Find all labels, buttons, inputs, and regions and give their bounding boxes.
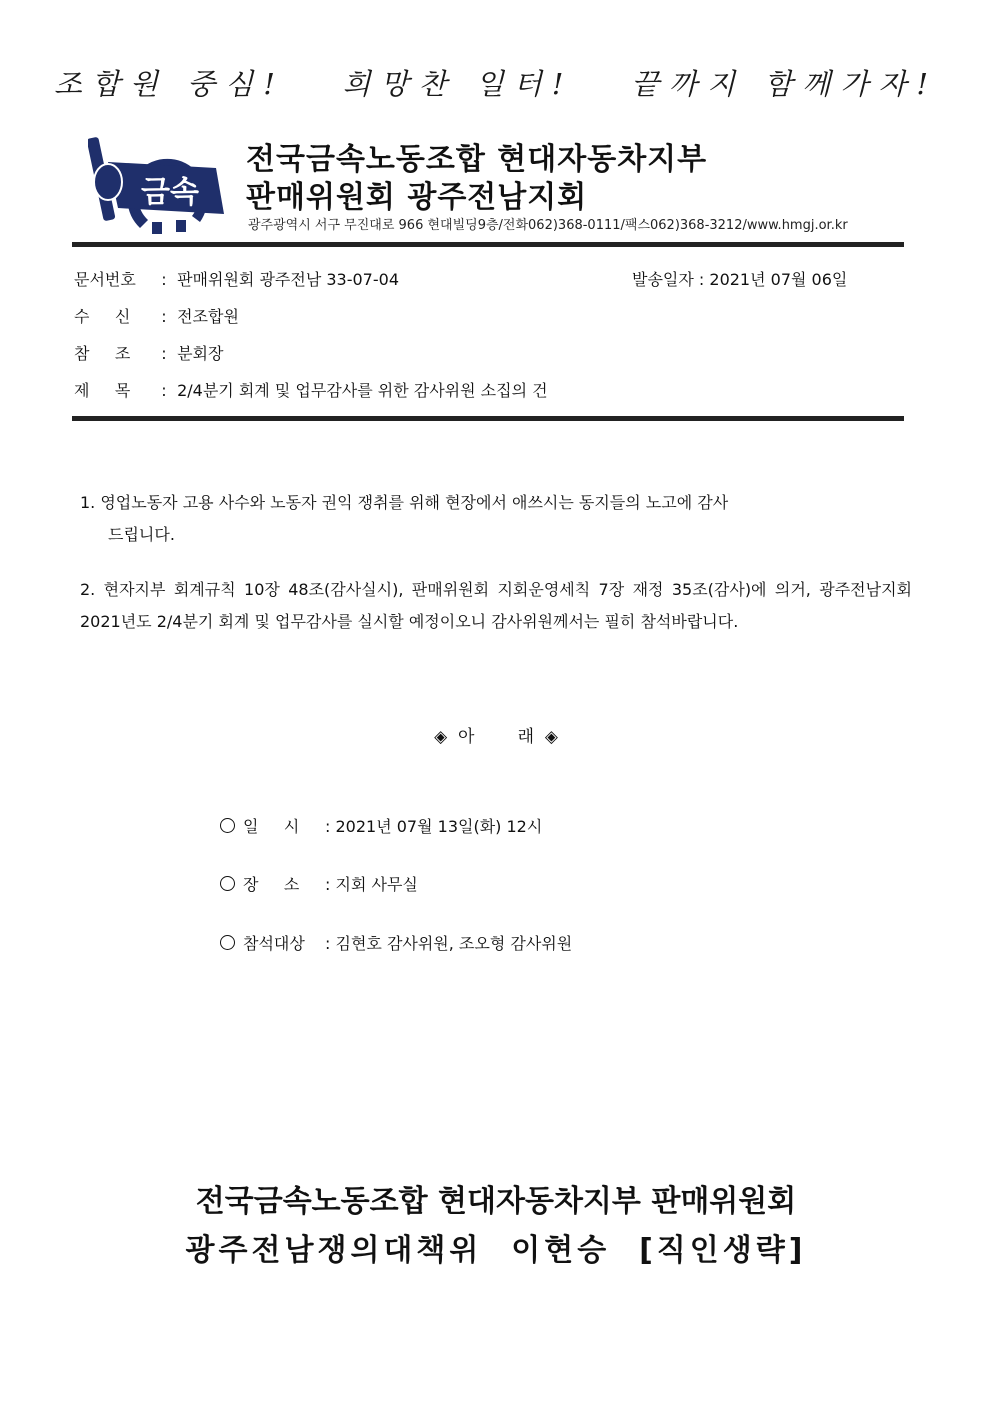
reference-value: 분회장 — [177, 344, 224, 363]
logo-text: 금속 — [141, 175, 199, 210]
paragraph-2: 2. 현자지부 회계규칙 10장 48조(감사실시), 판매위원회 지회운영세칙 7장 재정 35조(감사)에 의거, 광주전남지회 2021년도 2/4분기 회계 및 업무감사를 실시할 예정이오니 감사위원께서는 필히 참석바랍니다. — [80, 580, 912, 631]
schedule-item-value: 김현호 감사위원, 조오형 감사위원 — [335, 934, 573, 953]
schedule-item-place: 장 소 : 지회 사무실 — [220, 872, 418, 895]
org-name-line1: 전국금속노동조합 현대자동차지부 — [246, 142, 708, 177]
org-address: 광주광역시 서구 무진대로 966 현대빌딩9층/전화062)368-0111/팩스062)368-3212/www.hmgj.or.kr — [248, 218, 848, 233]
header-divider — [72, 242, 904, 247]
doc-number-value: 판매위원회 광주전남 33-07-04 — [177, 270, 399, 289]
circle-bullet-icon — [220, 818, 235, 833]
signature-line2: 광주전남쟁의대책위 이현승 [직인생략] — [185, 1233, 807, 1268]
recipient-label: 수 신 — [74, 307, 131, 326]
circle-bullet-icon — [220, 876, 235, 891]
schedule-item-attendees: 참석대상 : 김현호 감사위원, 조오형 감사위원 — [220, 931, 572, 954]
paragraph-1-line1: 1. 영업노동자 고용 사수와 노동자 권익 쟁취를 위해 현장에서 애쓰시는 동지들의 노고에 감사 — [80, 493, 729, 512]
schedule-item-value: 2021년 07월 13일(화) 12시 — [335, 817, 543, 836]
recipient-value: 전조합원 — [177, 307, 239, 326]
schedule-item-datetime: 일 시 : 2021년 07월 13일(화) 12시 — [220, 814, 542, 837]
schedule-item-label: 일 시 — [243, 817, 300, 836]
reference-row: 참 조 : 분회장 — [74, 341, 223, 364]
signature-line1: 전국금속노동조합 현대자동차지부 판매위원회 — [195, 1184, 797, 1219]
doc-number-row: 문서번호 : 판매위원회 광주전남 33-07-04 — [74, 267, 399, 290]
recipient-row: 수 신 : 전조합원 — [74, 304, 239, 327]
slogan: 조합원 중심! 희망찬 일터! 끝까지 함께가자! — [53, 67, 939, 101]
paragraph-1 — [80, 487, 912, 551]
send-date-label: 발송일자 — [632, 270, 694, 289]
subject-label: 제 목 — [74, 381, 131, 400]
subject-row: 제 목 : 2/4분기 회계 및 업무감사를 위한 감사위원 소집의 건 — [74, 378, 548, 401]
doc-number-label: 문서번호 — [74, 270, 136, 289]
subject-value: 2/4분기 회계 및 업무감사를 위한 감사위원 소집의 건 — [177, 381, 548, 400]
org-name-line2: 판매위원회 광주전남지회 — [246, 180, 588, 215]
arae-heading: ◈ 아 래 ◈ — [434, 727, 558, 747]
reference-label: 참 조 — [74, 344, 131, 363]
paragraph-1-line2: 드립니다. — [108, 525, 175, 544]
send-date-value: 2021년 07월 06일 — [709, 270, 848, 289]
meta-divider — [72, 416, 904, 421]
circle-bullet-icon — [220, 935, 235, 950]
send-date-row: 발송일자 : 2021년 07월 06일 — [632, 270, 848, 289]
union-logo — [88, 130, 230, 240]
schedule-item-value: 지회 사무실 — [335, 875, 418, 894]
schedule-item-label: 장 소 — [243, 875, 300, 894]
schedule-item-label: 참석대상 — [243, 934, 305, 953]
